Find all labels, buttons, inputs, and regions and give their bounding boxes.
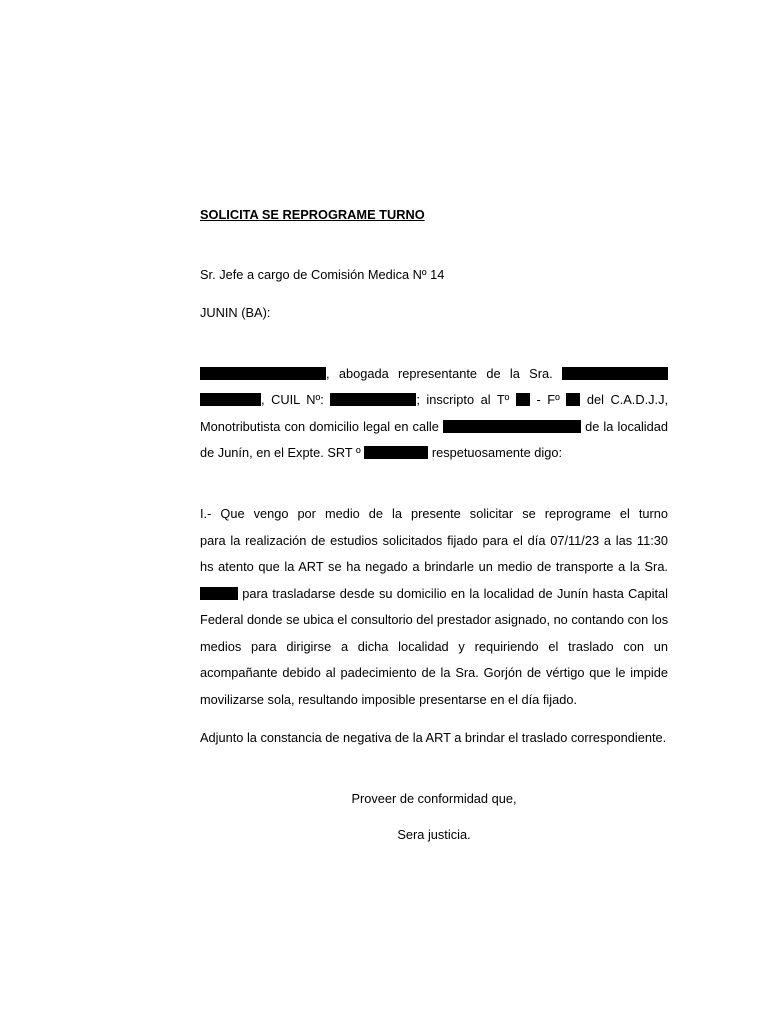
attachment-line: Adjunto la constancia de negativa de la ART a brindar el traslado correspondiente. <box>200 730 667 745</box>
intro-line-3 <box>200 419 668 435</box>
intro-text: respetuosamente digo: <box>431 445 563 460</box>
intro-text: de la localidad <box>585 419 668 434</box>
redacted-block <box>516 393 530 406</box>
redacted-block <box>200 393 261 406</box>
intro-line-2 <box>200 392 668 408</box>
redacted-block <box>443 420 581 433</box>
redacted-block <box>200 587 238 600</box>
addressee-location: JUNIN (BA): <box>200 305 271 320</box>
redacted-block <box>566 393 580 406</box>
intro-text: Monotributista con domicilio legal en calle <box>200 419 439 434</box>
redacted-block <box>364 446 428 459</box>
body-line-8: movilizarse sola, resultando imposible presentarse en el día fijado. <box>200 692 577 707</box>
intro-text: ; inscripto al Tº <box>416 392 510 407</box>
intro-text: , CUIL Nº: <box>261 392 324 407</box>
intro-text: - Fº <box>536 392 560 407</box>
body-line-3: hs atento que la ART se ha negado a brindarle un medio de transporte a la Sra. <box>200 559 668 574</box>
addressee-line: Sr. Jefe a cargo de Comisión Medica Nº 14 <box>200 267 445 282</box>
intro-text: de Junín, en el Expte. SRT º <box>200 445 361 460</box>
redacted-block <box>562 367 668 380</box>
redacted-block <box>330 393 416 406</box>
body-line-5: Federal donde se ubica el consultorio del prestador asignado, no contando con los <box>200 612 669 627</box>
intro-text: del C.A.D.J.J, <box>586 392 669 407</box>
body-line-1: I.- Que vengo por medio de la presente solicitar se reprograme el turno <box>200 506 668 521</box>
intro-line-4 <box>200 445 668 461</box>
intro-text: , abogada representante de la Sra. <box>326 366 553 381</box>
closing-justice: Sera justicia. <box>397 827 471 842</box>
body-line-2: para la realización de estudios solicitados fijado para el día 07/11/23 a las 11:30 <box>200 533 668 548</box>
redacted-block <box>200 367 326 380</box>
body-line-4 <box>200 586 668 602</box>
body-text: para trasladarse desde su domicilio en la localidad de Junín hasta Capital <box>242 586 668 601</box>
intro-line-1 <box>200 366 668 382</box>
closing-line: Proveer de conformidad que, <box>351 791 517 806</box>
document-title: SOLICITA SE REPROGRAME TURNO <box>200 207 425 222</box>
body-line-7: acompañante debido al padecimiento de la Sra. Gorjón de vértigo que le impide <box>200 665 668 680</box>
body-line-6: medios para dirigirse a dicha localidad y requiriendo el traslado con un <box>200 639 668 654</box>
